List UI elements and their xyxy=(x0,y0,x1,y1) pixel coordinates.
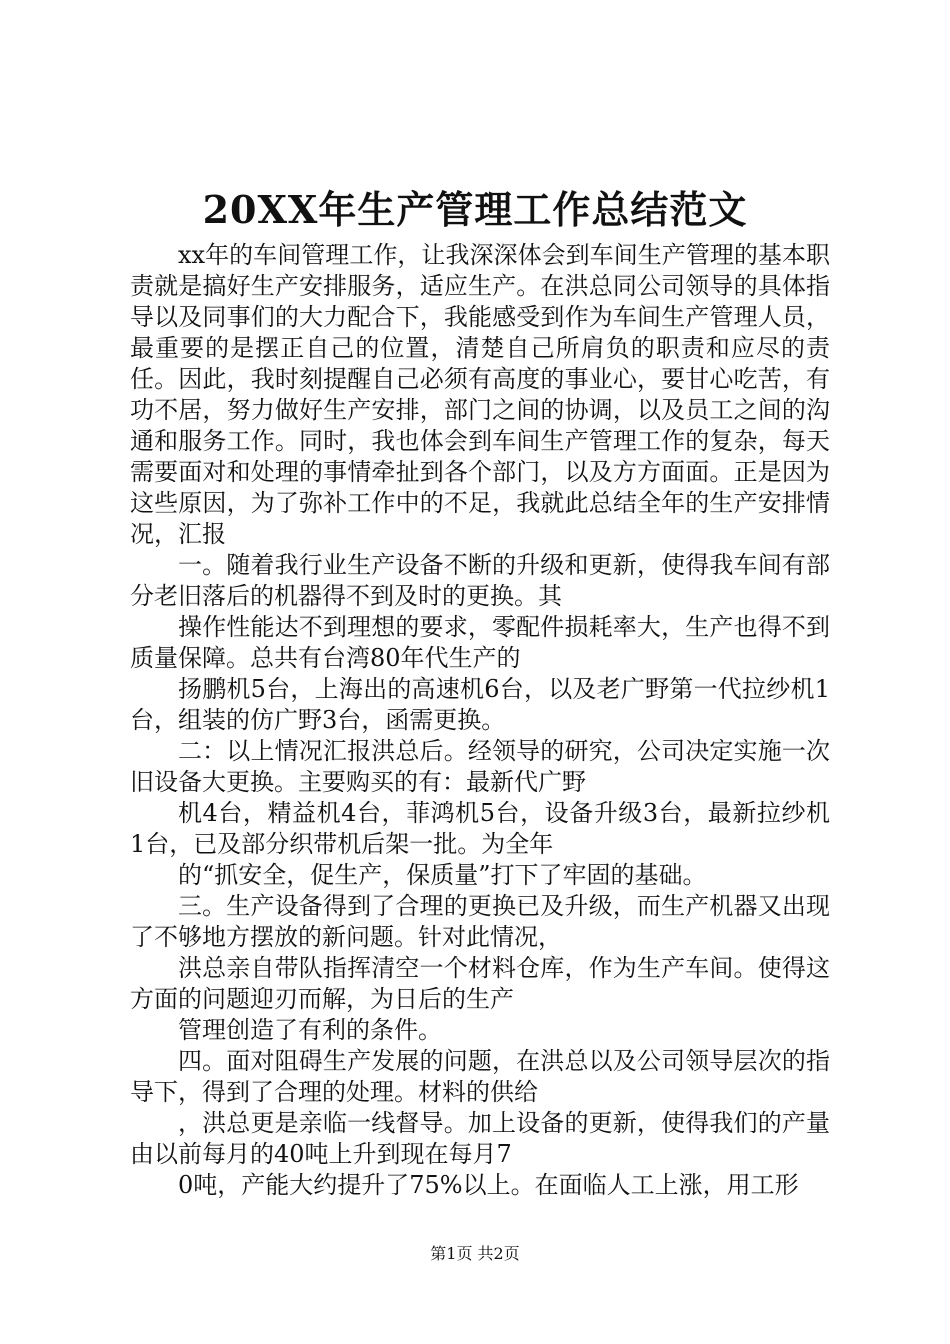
page-number-footer: 第1页 共2页 xyxy=(430,1244,520,1263)
paragraph-section-4-cont-b: 0吨，产能大约提升了75%以上。在面临人工上涨，用工形 xyxy=(178,1171,799,1199)
document-body xyxy=(130,240,830,1201)
paragraph-section-1-cont-a: 操作性能达不到理想的要求，零配件损耗率大，生产也得不到质量保障。总共有台湾80年代生产的 xyxy=(130,613,830,672)
paragraph-intro: xx年的车间管理工作，让我深深体会到车间生产管理的基本职责就是搞好生产安排服务，适应生产。在洪总同公司领导的具体指导以及同事们的大力配合下，我能感受到作为车间生产管理人员，最重要的是摆正自己的位置，清楚自己所肩负的职责和应尽的责任。因此，我时刻提醒自己必须有高度的事业心，要甘心吃苦，有功不居，努力做好生产安排，部门之间的协调，以及员工之间的沟通和服务工作。同时，我也体会到车间生产管理工作的复杂，每天需要面对和处理的事情牵扯到各个部门，以及方方面面。正是因为这些原因，为了弥补工作中的不足，我就此总结全年的生产安排情况，汇报 xyxy=(130,241,830,548)
paragraph-section-3-cont-b: 管理创造了有利的条件。 xyxy=(178,1016,442,1044)
paragraph-section-2-cont-b: 的“抓安全，促生产，保质量”打下了牢固的基础。 xyxy=(178,861,707,889)
paragraph-section-3-cont-a: 洪总亲自带队指挥清空一个材料仓库，作为生产车间。使得这方面的问题迎刃而解，为日后的生产 xyxy=(130,954,830,1013)
paragraph-section-4: 四。面对阻碍生产发展的问题，在洪总以及公司领导层次的指导下，得到了合理的处理。材料的供给 xyxy=(130,1047,830,1106)
paragraph-section-2-cont-a: 机4台，精益机4台，菲鸿机5台，设备升级3台，最新拉纱机1台，已及部分织带机后架一批。为全年 xyxy=(130,799,830,858)
paragraph-section-2: 二：以上情况汇报洪总后。经领导的研究，公司决定实施一次旧设备大更换。主要购买的有：最新代广野 xyxy=(130,737,830,796)
paragraph-section-4-cont-a: ，洪总更是亲临一线督导。加上设备的更新，使得我们的产量由以前每月的40吨上升到现在每月7 xyxy=(130,1109,830,1168)
document-title: 20XX年生产管理工作总结范文 xyxy=(202,187,748,232)
paragraph-section-1: 一。随着我行业生产设备不断的升级和更新，使得我车间有部分老旧落后的机器得不到及时的更换。其 xyxy=(130,551,830,610)
paragraph-section-3: 三。生产设备得到了合理的更换已及升级，而生产机器又出现了不够地方摆放的新问题。针对此情况， xyxy=(130,892,830,951)
paragraph-section-1-cont-b: 扬鹏机5台，上海出的高速机6台，以及老广野第一代拉纱机1台，组装的仿广野3台，函需更换。 xyxy=(130,675,830,734)
